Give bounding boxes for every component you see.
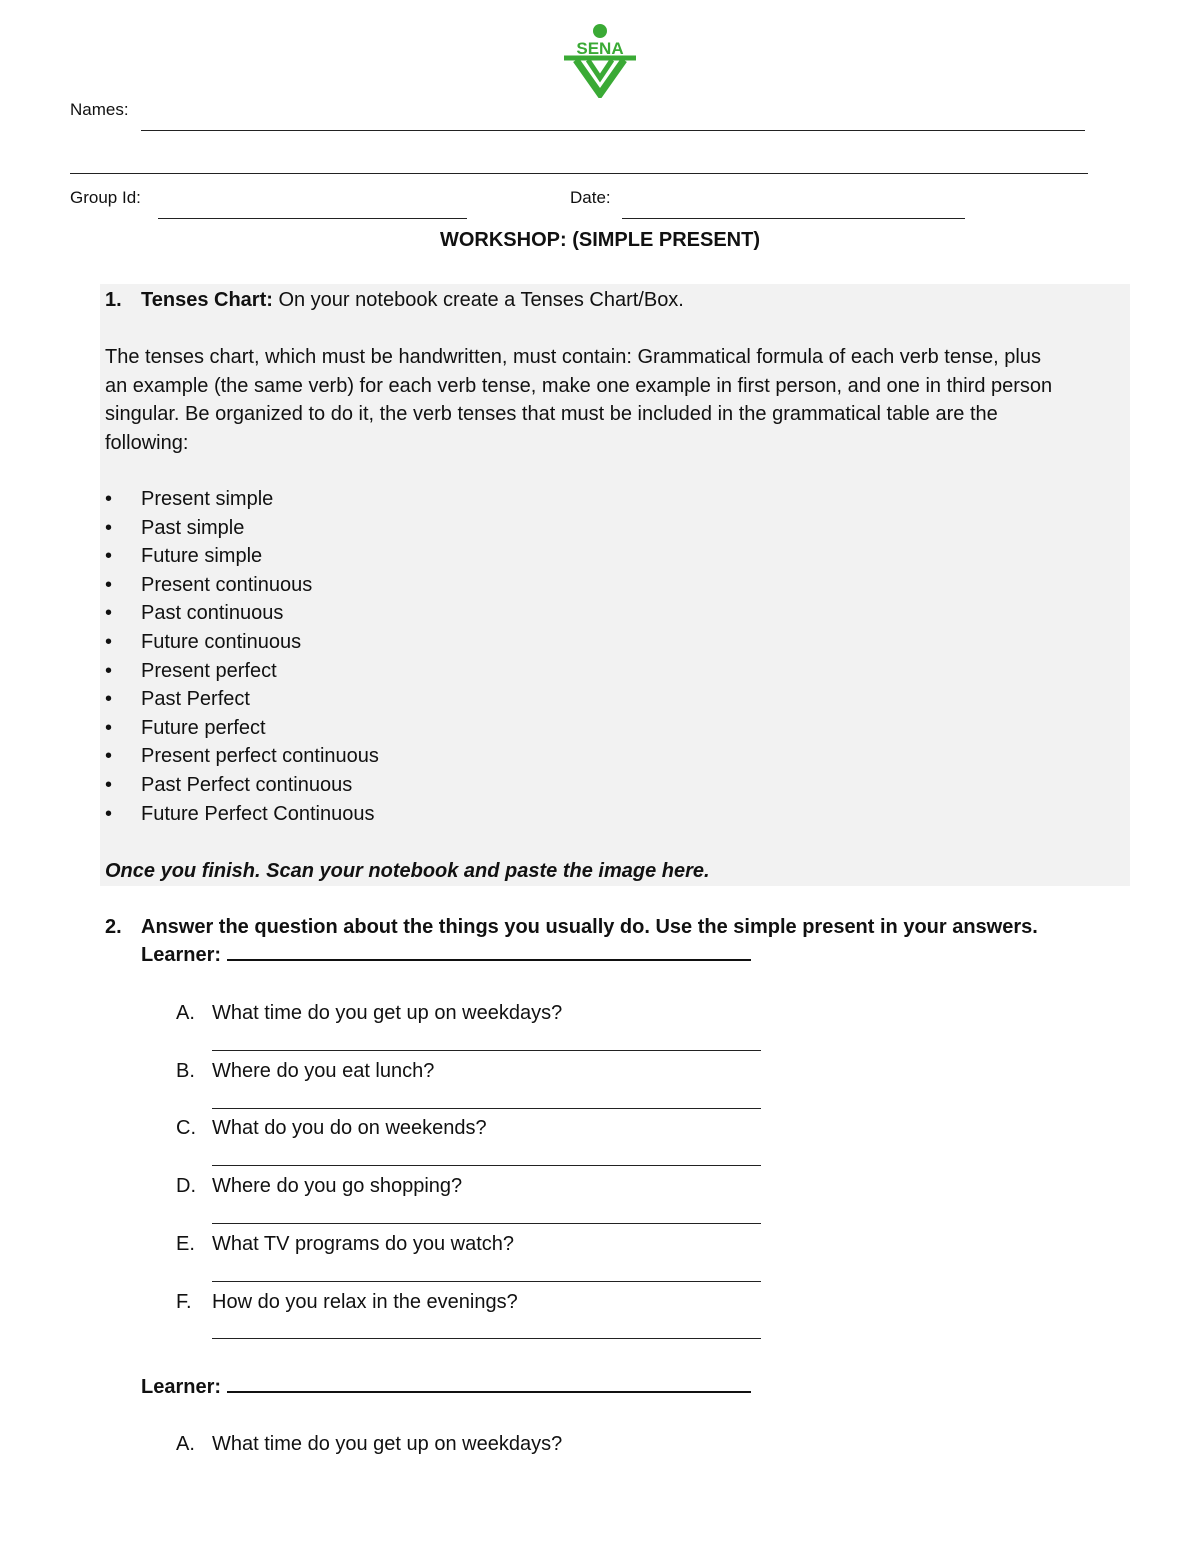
question-d: D. Where do you go shopping?	[176, 1175, 463, 1197]
learner-field-2	[141, 1373, 751, 1402]
svg-text:SENA: SENA	[576, 39, 624, 58]
list-item: • Past Perfect	[105, 688, 250, 711]
learner-input-line[interactable]	[227, 943, 751, 961]
section-1-intro: On your notebook create a Tenses Chart/Box.	[272, 289, 684, 311]
list-item: • Present perfect continuous	[105, 745, 379, 768]
answer-line-b[interactable]	[212, 1108, 761, 1109]
tenses-list	[105, 485, 379, 828]
answer-line-a[interactable]	[212, 1050, 761, 1051]
question-b: B. Where do you eat lunch?	[176, 1060, 435, 1082]
section-1-note: Once you finish. Scan your notebook and paste the image here.	[105, 860, 710, 882]
names-input-line-2[interactable]	[70, 159, 1088, 174]
list-item: • Future continuous	[105, 630, 302, 653]
paragraph-line: The tenses chart, which must be handwritten, must contain: Grammatical formula of each verb tense, plus	[105, 346, 1041, 368]
learner-field-1	[141, 941, 751, 970]
list-item: • Present continuous	[105, 573, 313, 596]
section-1-number: 1.	[105, 289, 122, 311]
paragraph-line: following:	[105, 431, 189, 454]
list-item: • Future perfect	[105, 716, 266, 739]
section-2-heading	[105, 913, 1165, 942]
names-label: Names:	[70, 100, 129, 119]
question-f: F. How do you relax in the evenings?	[176, 1291, 518, 1313]
date-label: Date:	[570, 188, 611, 207]
section-1-paragraph	[105, 343, 1129, 457]
paragraph-line: singular. Be organized to do it, the verb tenses that must be included in the grammatical table are the	[105, 403, 998, 425]
question-c: C. What do you do on weekends?	[176, 1117, 487, 1139]
learner-label: Learner:	[141, 1376, 222, 1398]
sena-logo	[560, 22, 640, 98]
question-a-2: A. What time do you get up on weekdays?	[176, 1433, 563, 1455]
group-id-label: Group Id:	[70, 188, 141, 207]
date-input-line[interactable]	[622, 204, 965, 219]
list-item: • Past Perfect continuous	[105, 773, 353, 796]
learner-input-line[interactable]	[227, 1375, 751, 1393]
paragraph-line: an example (the same verb) for each verb tense, make one example in first person, and one in third person	[105, 374, 1053, 397]
group-id-input-line[interactable]	[158, 204, 467, 219]
section-2-number: 2.	[105, 916, 122, 938]
answer-line-d[interactable]	[212, 1223, 761, 1224]
list-item: • Past simple	[105, 516, 245, 539]
list-item: • Future Perfect Continuous	[105, 802, 375, 825]
list-item: • Future simple	[105, 545, 263, 568]
names-input-line[interactable]	[141, 116, 1085, 131]
list-item: • Present perfect	[105, 659, 277, 682]
answer-line-c[interactable]	[212, 1165, 761, 1166]
list-item: • Past continuous	[105, 602, 284, 625]
answer-line-e[interactable]	[212, 1281, 761, 1282]
page-title: WORKSHOP: (SIMPLE PRESENT)	[439, 229, 760, 251]
answer-line-f[interactable]	[212, 1338, 761, 1339]
question-e: E. What TV programs do you watch?	[176, 1233, 514, 1255]
section-1-title: Tenses Chart:	[141, 289, 273, 311]
question-a: A. What time do you get up on weekdays?	[176, 1002, 563, 1024]
learner-label: Learner:	[141, 944, 222, 966]
section-2-instruction: Answer the question about the things you usually do. Use the simple present in your answers.	[141, 916, 1038, 938]
section-1-heading	[105, 286, 1127, 315]
list-item: • Present simple	[105, 488, 274, 510]
